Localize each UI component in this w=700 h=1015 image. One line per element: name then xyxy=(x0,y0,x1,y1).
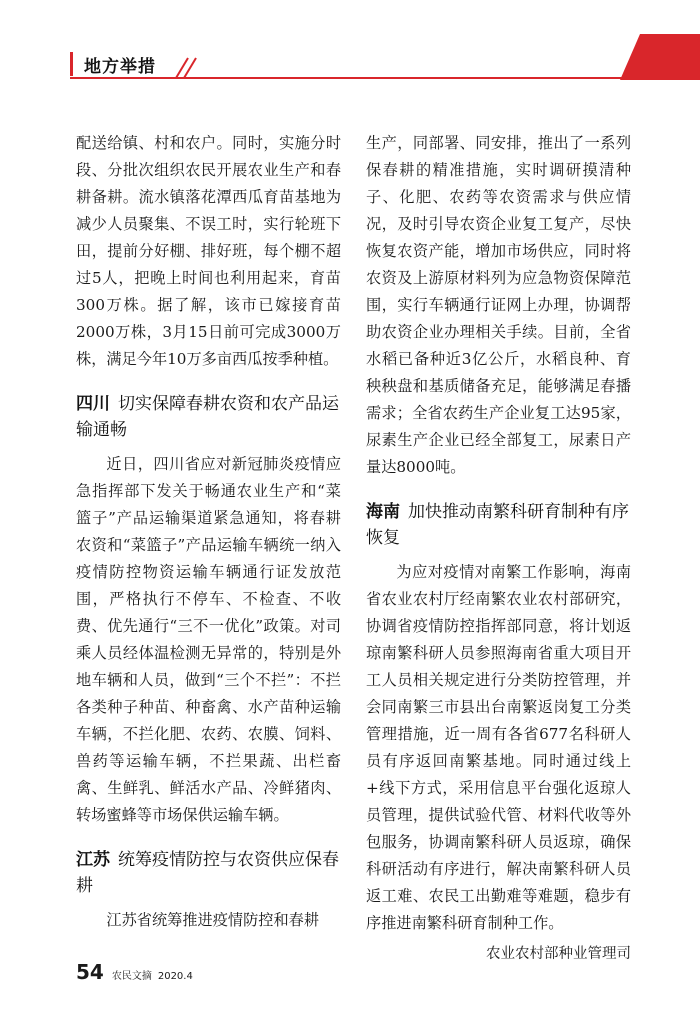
issue-number: 2020.4 xyxy=(157,971,193,982)
page-number: 54 xyxy=(76,960,104,984)
jiangsu-region: 江苏 xyxy=(76,850,110,870)
jiangsu-body-continued: 生产，同部署、同安排，推出了一系列保春耕的精准措施，实时调研摸清种子、化肥、农药等农资需求与供应情况，及时引导农资企业复工复产，尽快恢复农资产能，增加市场供应，同时将农资及上游原材料列为应急物资保障范围，实行车辆通行证网上办理，协调帮助农资企业办理相关手续。目前，全省水稻已备种近3亿公斤，水稻良种、育秧秧盘和基质储备充足，能够满足春播需求；全省农药生产企业复工达95家，尿素生产企业已经全部复工，尿素日产量达8000吨。 xyxy=(366,134,631,476)
sichuan-heading xyxy=(76,391,341,443)
left-column xyxy=(76,130,341,934)
page-header xyxy=(0,0,700,80)
hainan-heading xyxy=(366,499,631,551)
hainan-region: 海南 xyxy=(366,502,400,522)
jiangsu-title: 统筹疫情防控与农资供应保春耕 xyxy=(76,850,339,896)
sichuan-title: 切实保障春耕农资和农产品运输通畅 xyxy=(76,394,339,440)
section-title: 地方举措 xyxy=(84,57,156,77)
sichuan-region: 四川 xyxy=(76,394,110,414)
signature: 农业农村部种业管理司 xyxy=(486,946,631,962)
right-column xyxy=(366,130,631,967)
intro-paragraph: 配送给镇、村和农户。同时，实施分时段、分批次组织农民开展农业生产和春耕备耕。流水镇落花潭西瓜育苗基地为减少人员聚集、不误工时，实行轮班下田，提前分好棚、排好班，每个棚不超过5人，把晚上时间也利用起来，育苗300万株。据了解，该市已嫁接育苗2000万株，3月15日前可完成3000万株，满足今年10万多亩西瓜按季种植。 xyxy=(76,134,341,368)
header-red-bar xyxy=(620,34,700,80)
page-footer xyxy=(76,960,193,990)
header-left-tick xyxy=(70,52,73,76)
jiangsu-body-start: 江苏省统筹推进疫情防控和春耕 xyxy=(106,911,320,929)
jiangsu-heading xyxy=(76,847,341,899)
hainan-body: 为应对疫情对南繁工作影响，海南省农业农村厅经南繁农业农村部研究，协调省疫情防控指挥部同意，将计划返琼南繁科研人员参照海南省重大项目开工人员相关规定进行分类防控管理，并会同南繁三市县出台南繁返岗复工分类管理措施，近一周有各省677名科研人员有序返回南繁基地。同时通过线上+线下方式，采用信息平台强化返琼人员管理，提供试验代管、材料代收等外包服务，协调南繁科研人员返琼，确保科研活动有序进行，解决南繁科研人员返工难、农民工出勤难等难题，稳步有序推进南繁科研育制种工作。 xyxy=(366,563,631,932)
sichuan-body: 近日，四川省应对新冠肺炎疫情应急指挥部下发关于畅通农业生产和“菜篮子”产品运输渠道紧急通知，将春耕农资和“菜篮子”产品运输车辆统一纳入疫情防控物资运输车辆通行证发放范围，严格执行不停车、不检查、不收费、优先通行“三不一优化”政策。对司乘人员经体温检测无异常的，特别是外地车辆和人员，做到“三个不拦”：不拦各类种子种苗、种畜禽、水产苗种运输车辆，不拦化肥、农药、农膜、饲料、兽药等运输车辆，不拦果蔬、出栏畜禽、生鲜乳、鲜活水产品、冷鲜猪肉、转场蜜蜂等市场保供运输车辆。 xyxy=(76,455,341,824)
magazine-name: 农民文摘 xyxy=(111,971,152,982)
hainan-title: 加快推动南繁科研育制种有序恢复 xyxy=(366,502,629,548)
